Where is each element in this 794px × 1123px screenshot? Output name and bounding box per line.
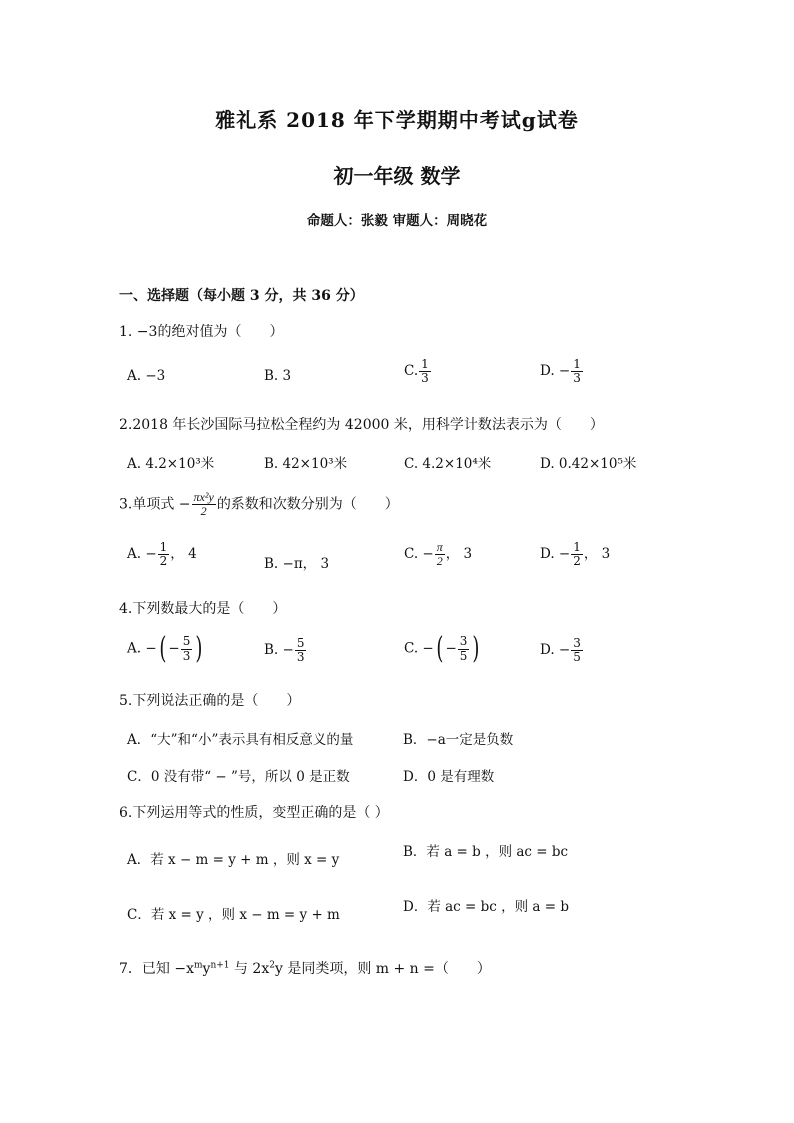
q7-stem-y: y — [202, 961, 211, 977]
q4-option-a — [127, 631, 205, 666]
question-3-stem — [119, 491, 399, 518]
q5-option-c: C．0 没有带“ − ”号，所以 0 是正数 — [127, 769, 350, 785]
q7-exponent-2: 2 — [269, 960, 275, 971]
q7-exponent-m: m — [193, 960, 203, 971]
q4-a-sign: − — [168, 640, 180, 657]
q4-a-fraction — [181, 635, 193, 662]
q6-option-c: C．若 x = y ，则 x − m = y + m — [127, 907, 340, 923]
q2-option-c: C. 4.2×10⁴米 — [404, 456, 492, 472]
q4-c-fraction — [458, 635, 470, 662]
q3-option-d — [540, 541, 610, 568]
q3-c-numerator: π — [436, 540, 443, 554]
q3-c-fraction — [435, 541, 445, 568]
question-4-stem: 4.下列数最大的是（ ） — [119, 601, 287, 617]
q4-b-fraction — [295, 637, 307, 664]
q3-option-c — [404, 541, 472, 568]
q1-option-a: A. −3 — [127, 368, 166, 384]
q3-a-denominator: 2 — [159, 554, 168, 569]
q3-d-fraction — [571, 541, 583, 568]
q7-stem-pre: 7．已知 −x — [119, 961, 194, 977]
q3-stem-pre: 3.单项式 − — [119, 496, 191, 513]
q7-exponent-n: n+1 — [210, 960, 230, 971]
q4-a-right-paren: ) — [195, 631, 203, 666]
q3-d-post: ， 3 — [583, 546, 611, 563]
exam-authors: 命题人：张毅 审题人：周晓花 — [306, 213, 488, 229]
q4-d-fraction — [571, 637, 583, 664]
q1-d-label: D. − — [540, 363, 571, 380]
q1-option-d — [540, 358, 584, 385]
q4-a-left-paren: ( — [159, 631, 167, 666]
q2-option-d: D. 0.42×10⁵米 — [540, 456, 637, 472]
q3-c-denominator: 2 — [436, 554, 443, 569]
q4-c-left-paren: ( — [436, 631, 444, 666]
q3-monomial-fraction — [192, 491, 216, 518]
q4-d-denominator: 5 — [573, 650, 581, 665]
q2-option-a: A. 4.2×10³米 — [127, 456, 215, 472]
q4-c-numerator: 3 — [459, 634, 468, 649]
q6-option-a: A．若 x − m = y + m ，则 x = y — [127, 852, 340, 868]
q1-d-numerator: 1 — [573, 357, 581, 371]
q4-option-b — [264, 637, 307, 664]
q4-c-right-paren: ) — [472, 631, 480, 666]
q1-c-numerator: 1 — [421, 357, 429, 371]
exam-title: 雅礼系 2018 年下学期期中考试g试卷 — [215, 108, 579, 132]
q4-b-numerator: 5 — [296, 636, 305, 650]
q3-d-label: D. − — [540, 546, 571, 563]
q3-a-numerator: 1 — [159, 540, 168, 554]
q4-b-label: B. − — [264, 642, 294, 659]
q5-option-b: B．−a一定是负数 — [403, 732, 514, 748]
q5-option-d: D．0 是有理数 — [403, 769, 495, 785]
q4-d-label: D. − — [540, 642, 571, 659]
q4-c-denominator: 5 — [459, 648, 468, 663]
q1-c-denominator: 3 — [421, 371, 429, 386]
question-2-stem: 2.2018 年长沙国际马拉松全程约为 42000 米，用科学计数法表示为（ ） — [119, 417, 604, 433]
q1-c-fraction — [419, 358, 431, 385]
section-heading: 一、选择题（每小题 3 分，共 36 分） — [119, 288, 364, 304]
q7-stem-post: y 是同类项，则 m + n =（ ） — [274, 961, 491, 977]
q3-monomial-denominator: 2 — [200, 504, 207, 519]
q3-c-label: C. − — [404, 546, 434, 563]
q2-option-b: B. 42×10³米 — [264, 456, 348, 472]
q4-c-label: C. − — [404, 640, 434, 657]
q4-a-denominator: 3 — [182, 648, 191, 663]
q3-a-post: ， 4 — [170, 546, 197, 563]
q4-option-c — [404, 631, 482, 666]
q1-option-b: B. 3 — [264, 368, 292, 384]
q4-c-sign: − — [445, 640, 457, 657]
question-5-stem: 5.下列说法正确的是（ ） — [119, 693, 301, 709]
question-7-stem — [119, 958, 491, 978]
q1-d-fraction — [571, 358, 583, 385]
q5-option-a: A．“大”和“小”表示具有相反意义的量 — [127, 732, 354, 748]
q3-d-numerator: 1 — [573, 540, 581, 554]
q3-a-fraction — [158, 541, 170, 568]
q3-stem-post: 的系数和次数分别为（ ） — [216, 496, 399, 513]
q3-d-denominator: 2 — [573, 554, 581, 569]
q1-option-c — [404, 358, 432, 385]
q6-option-d: D．若 ac = bc ，则 a = b — [403, 899, 569, 915]
q1-d-denominator: 3 — [573, 371, 581, 386]
q4-option-d — [540, 637, 584, 664]
q4-b-denominator: 3 — [296, 650, 305, 665]
q3-c-post: ， 3 — [445, 546, 473, 563]
question-1-stem: 1. −3的绝对值为（ ） — [119, 324, 284, 340]
q4-d-numerator: 3 — [573, 636, 581, 650]
q3-a-label: A. − — [127, 546, 157, 563]
question-6-stem: 6.下列运用等式的性质，变型正确的是（ ） — [119, 805, 389, 821]
q1-c-label: C. — [404, 363, 419, 380]
q6-option-b: B．若 a = b ，则 ac = bc — [403, 844, 569, 860]
q4-a-numerator: 5 — [182, 634, 191, 649]
q3-monomial-numerator: πx²y — [193, 490, 214, 504]
exam-subtitle: 初一年级 数学 — [333, 164, 461, 188]
q3-option-a — [127, 541, 197, 568]
q3-option-b: B. −π， 3 — [264, 556, 330, 572]
q7-stem-mid: 与 2x — [229, 961, 270, 977]
q4-a-label: A. − — [127, 640, 157, 657]
